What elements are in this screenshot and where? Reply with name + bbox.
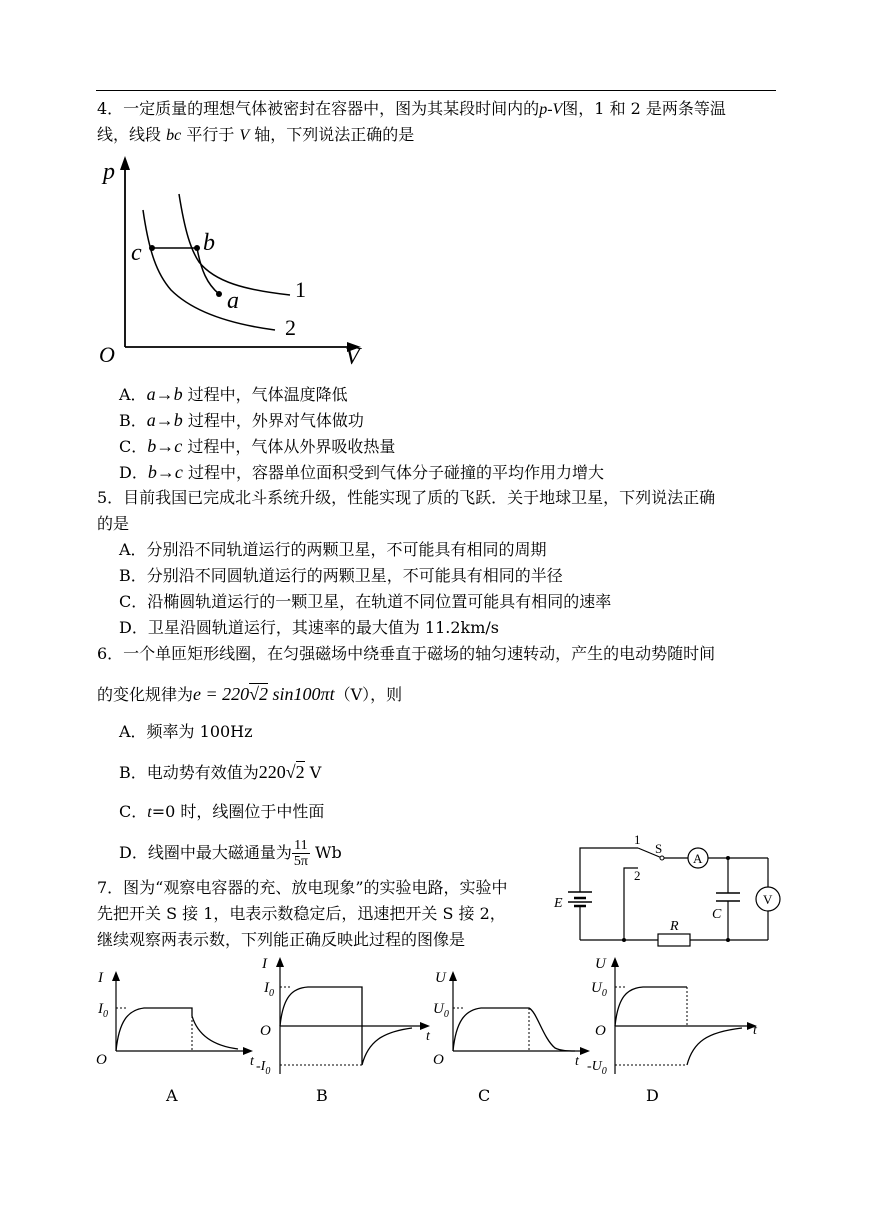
- circuit-diagram: [548, 830, 788, 948]
- q4-stem-line1: 4．一定质量的理想气体被密封在容器中，图为其某段时间内的p-V图，1 和 2 是两条等温: [97, 99, 726, 118]
- q5-option-b: B．分别沿不同圆轨道运行的两颗卫星，不可能具有相同的半径: [119, 566, 563, 585]
- svg-text:-I0: $-I_0$: [256, 1059, 271, 1077]
- axis-v-label: V: [345, 344, 360, 370]
- point-b-label: b: [203, 230, 215, 256]
- graph-b: [252, 952, 437, 1082]
- point-a-label: a: [227, 288, 239, 314]
- header-rule: [96, 90, 776, 91]
- svg-text:I0: $I_0$: [98, 1001, 108, 1020]
- q5-option-a: A．分别沿不同轨道运行的两颗卫星，不可能具有相同的周期: [119, 540, 547, 559]
- q4-option-b: B．a→b 过程中，外界对气体做功: [119, 410, 364, 430]
- q4-stem-line2: 线，线段 bc 平行于 V 轴，下列说法正确的是: [97, 125, 415, 144]
- isotherm-1: [179, 194, 290, 295]
- svg-text:t: t: [250, 1054, 254, 1069]
- q6-option-d: D．线圈中最大磁通量为 $\frac{11}{5\pi}$ Wb: [119, 838, 342, 869]
- svg-text:O: O: [96, 1052, 107, 1068]
- q6-option-b: B．电动势有效值为220√2 V: [119, 762, 322, 782]
- q4-option-c: C．b→c 过程中，气体从外界吸收热量: [119, 436, 396, 456]
- svg-text:t: t: [753, 1023, 757, 1038]
- q5-stem-line2: 的是: [97, 514, 130, 533]
- graph-c-label: C: [478, 1086, 491, 1105]
- svg-text:t: t: [426, 1029, 430, 1044]
- graph-b-label: B: [316, 1086, 328, 1105]
- point-c-label: c: [131, 240, 142, 266]
- terminal-1-label: 1: [634, 832, 641, 847]
- svg-text:t: t: [575, 1054, 579, 1069]
- q6-stem-line2: 的变化规律为e = 220√2 sin100πt（V），则: [97, 684, 403, 704]
- graph-d-label: D: [646, 1086, 659, 1105]
- isotherm-2-label: 2: [285, 315, 296, 340]
- q6-stem-line1: 6．一个单匝矩形线圈，在匀强磁场中绕垂直于磁场的轴匀速转动，产生的电动势随时间: [97, 644, 716, 663]
- svg-text:O: O: [433, 1052, 444, 1068]
- isotherm-1-label: 1: [295, 277, 306, 302]
- q4-option-d: D．b→c 过程中，容器单位面积受到气体分子碰撞的平均作用力增大: [119, 462, 604, 482]
- origin-label: O: [99, 342, 115, 367]
- q4-option-a: A．a→b 过程中，气体温度降低: [119, 384, 348, 404]
- graph-a-label: A: [166, 1086, 178, 1105]
- svg-text:U0: $U_0$: [433, 1001, 449, 1020]
- q7-stem-line3: 继续观察两表示数，下列能正确反映此过程的图像是: [97, 930, 466, 949]
- terminal-2-label: 2: [634, 868, 641, 883]
- svg-text:I: I: [262, 956, 267, 972]
- graph-a: [88, 966, 258, 1076]
- switch-label: S: [655, 841, 663, 856]
- q7-stem-line2: 先把开关 S 接 1，电表示数稳定后，迅速把开关 S 接 2，: [97, 904, 506, 923]
- svg-text:O: O: [260, 1023, 271, 1039]
- battery-label: E: [554, 896, 563, 911]
- svg-text:U: U: [435, 970, 446, 986]
- q5-stem-line1: 5．目前我国已完成北斗系统升级，性能实现了质的飞跃．关于地球卫星，下列说法正确: [97, 488, 716, 507]
- q7-stem-line1: 7．图为“观察电容器的充、放电现象”的实验电路，实验中: [97, 878, 508, 897]
- q6-option-a: A．频率为 100Hz: [119, 722, 253, 741]
- svg-text:-U0: $-U_0$: [587, 1059, 607, 1077]
- svg-text:I: I: [98, 970, 103, 986]
- svg-text:U: U: [595, 956, 606, 972]
- pv-diagram: [95, 152, 380, 374]
- capacitor-label: C: [712, 907, 722, 922]
- voltmeter-label: V: [763, 892, 773, 907]
- q5-option-c: C．沿椭圆轨道运行的一颗卫星，在轨道不同位置可能具有相同的速率: [119, 592, 612, 611]
- svg-text:U0: $U_0$: [591, 980, 607, 999]
- ammeter-label: A: [693, 851, 703, 866]
- graph-c: [425, 966, 595, 1076]
- isotherm-2: [143, 210, 275, 330]
- emf-formula: e = 220√2 sin100πt: [193, 684, 335, 704]
- axis-p-label: p: [103, 159, 115, 185]
- graph-d: [587, 952, 767, 1082]
- svg-text:I0: $I_0$: [264, 980, 274, 999]
- q5-option-d: D．卫星沿圆轨道运行，其速率的最大值为 11.2km/s: [119, 618, 500, 637]
- q6-option-c: C．t=0 时，线圈位于中性面: [119, 802, 325, 821]
- resistor-label: R: [670, 919, 679, 934]
- svg-text:O: O: [595, 1023, 606, 1039]
